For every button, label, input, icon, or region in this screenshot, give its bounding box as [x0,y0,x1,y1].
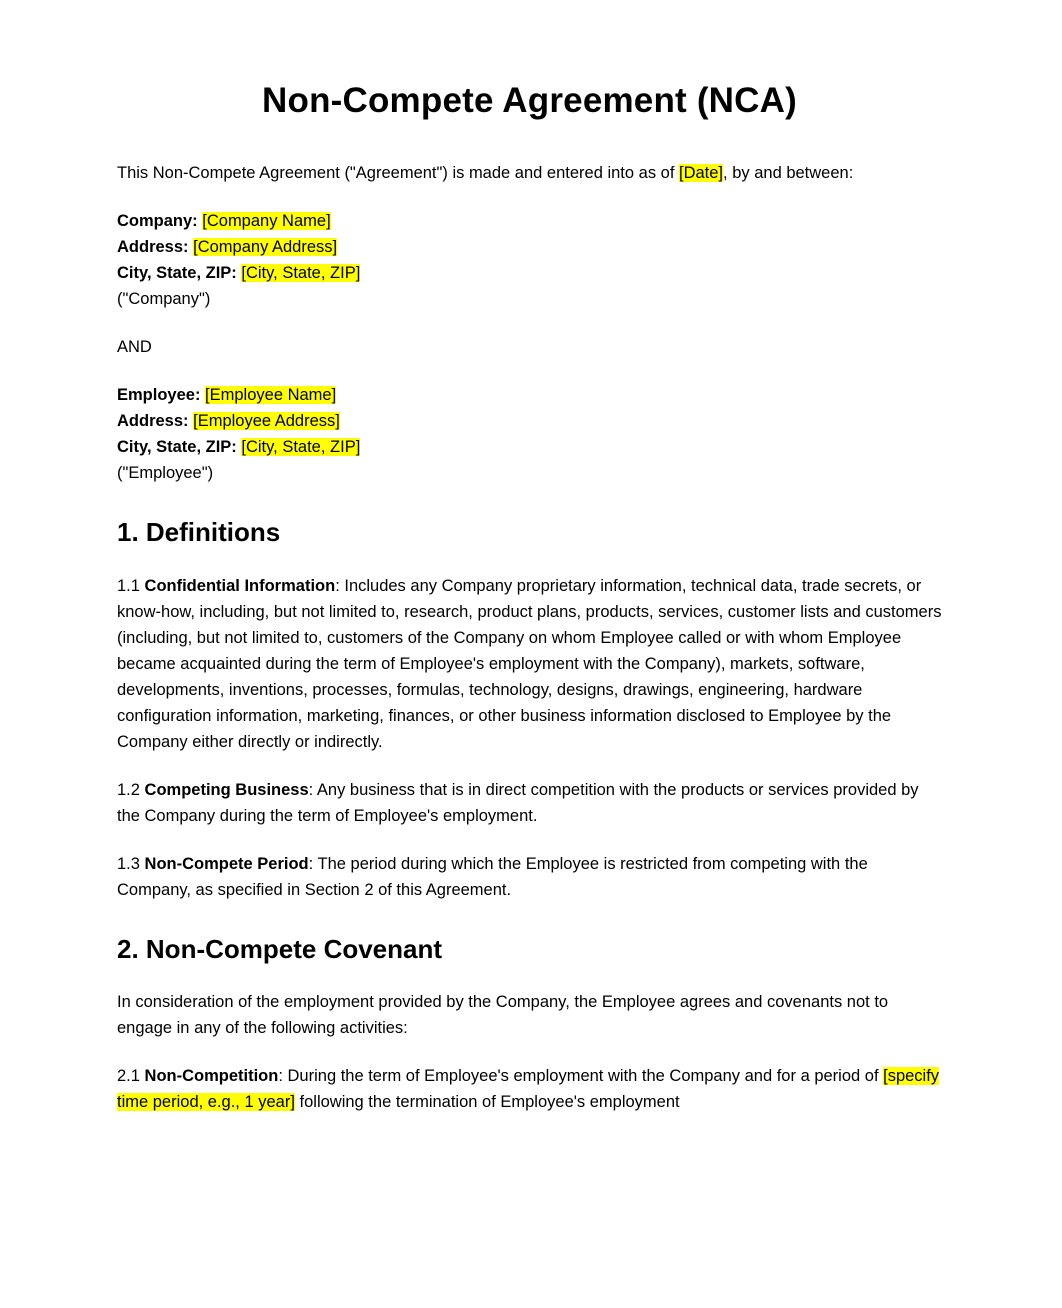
intro-text-post: , by and between: [723,164,854,182]
company-address-placeholder[interactable]: [Company Address] [193,238,338,256]
company-name-label: Company: [117,212,198,230]
clause-1-2 [117,777,942,829]
clause-1-3-number: 1.3 [117,854,145,873]
company-block [117,208,942,312]
company-city-label: City, State, ZIP: [117,264,237,282]
employee-block [117,382,942,486]
section-2-heading: 2. Non-Compete Covenant [117,933,443,964]
company-city-placeholder[interactable]: [City, State, ZIP] [241,264,361,282]
employee-address-placeholder[interactable]: [Employee Address] [193,412,340,430]
conjunction-and: AND [117,338,152,356]
clause-2-1-term: Non-Competition [144,1067,279,1085]
clause-1-1-text: : Includes any Company proprietary information, technical data, trade secrets, or know-how, including, but not limited to, research, product plans, products, services, customer lists and customers (including, but not limited to, customers of the Company on whom Employee called or with whom Employee became acquainted during the term of Employee's employment with the Company), markets, software, developments, inventions, processes, formulas, technology, designs, drawings, engineering, hardware configuration information, marketing, finances, or other business information disclosed to Employee by the Company either directly or indirectly. [117,576,942,751]
clause-1-3-term: Non-Compete Period [144,854,309,873]
time-period-placeholder[interactable]: [specify time period, e.g., 1 year] [117,1067,940,1111]
section-1-heading: 1. Definitions [117,517,281,547]
clause-2-1 [117,1063,942,1115]
clause-1-1-number: 1.1 [117,576,145,595]
employee-city-label: City, State, ZIP: [117,438,237,456]
clause-1-2-number: 1.2 [117,780,145,799]
intro-text-pre: This Non-Compete Agreement ("Agreement") is made and entered into as of [117,164,679,182]
employee-name-label: Employee: [117,386,201,404]
employee-name-placeholder[interactable]: [Employee Name] [205,386,337,404]
clause-2-1-text-post: following the termination of Employee's employment [294,1093,680,1111]
clause-1-2-term: Competing Business [144,780,309,799]
intro-paragraph [117,160,942,186]
company-address-label: Address: [117,238,189,256]
clause-2-1-number: 2.1 [117,1067,145,1085]
company-paren-label: ("Company") [117,290,211,308]
clause-1-3 [117,851,942,903]
employee-address-label: Address: [117,412,189,430]
clause-1-2-text: : Any business that is in direct competition with the products or services provided by the Company during the term of Employee's employment. [117,780,919,825]
employee-paren-label: ("Employee") [117,464,214,482]
clause-1-1-term: Confidential Information [144,576,336,595]
clause-1-3-text: : The period during which the Employee is restricted from competing with the Company, as specified in Section 2 of this Agreement. [117,854,868,899]
date-placeholder[interactable]: [Date] [679,164,724,182]
clause-2-1-text-pre: : During the term of Employee's employment with the Company and for a period of [278,1067,884,1085]
document-title: Non-Compete Agreement (NCA) [262,81,797,120]
employee-city-placeholder[interactable]: [City, State, ZIP] [241,438,361,456]
clause-1-1 [117,573,942,755]
company-name-placeholder[interactable]: [Company Name] [202,212,331,230]
section-2-intro: In consideration of the employment provided by the Company, the Employee agrees and covenants not to engage in any of the following activities: [117,993,889,1037]
